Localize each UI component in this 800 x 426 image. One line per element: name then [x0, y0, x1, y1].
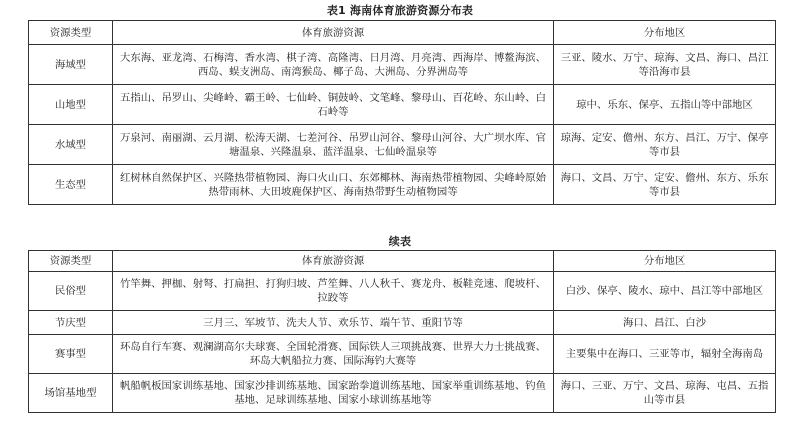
cell-type: 水域型 — [29, 125, 113, 165]
cell-type: 赛事型 — [29, 335, 113, 374]
cell-type: 场馆基地型 — [29, 374, 113, 413]
table-row — [29, 45, 776, 85]
cell-regions: 主要集中在海口、三亚等市，辐射全海南岛 — [554, 335, 776, 374]
cell-resources: 大东海、亚龙湾、石梅湾、香水湾、棋子湾、高隆湾、日月湾、月亮湾、西海岸、博鳌海滨、西岛、蜈支洲岛、南湾猴岛、椰子岛、大洲岛、分界洲岛等 — [113, 45, 554, 85]
resource-distribution-table-continued — [28, 250, 776, 413]
cell-type: 海域型 — [29, 45, 113, 85]
cell-resources: 竹竿舞、押枷、射弩、打扁担、打狗归坡、芦笙舞、八人秋千、赛龙舟、板鞋竞速、爬坡杆、拉跤等 — [113, 272, 554, 311]
cell-regions: 海口、三亚、万宁、文昌、琼海、屯昌、五指山等市县 — [554, 374, 776, 413]
cell-resources: 三月三、军坡节、洗夫人节、欢乐节、端午节、重阳节等 — [113, 311, 554, 335]
cell-type: 节庆型 — [29, 311, 113, 335]
cell-regions: 三亚、陵水、万宁、琼海、文昌、海口、昌江等沿海市县 — [554, 45, 776, 85]
header-type: 资源类型 — [29, 251, 113, 272]
table-row — [29, 272, 776, 311]
cell-regions: 琼海、定安、儋州、东方、昌江、万宁、保亭等市县 — [554, 125, 776, 165]
table-row — [29, 374, 776, 413]
table2-caption: 续表 — [388, 235, 412, 248]
cell-regions: 白沙、保亭、陵水、琼中、昌江等中部地区 — [554, 272, 776, 311]
cell-type: 山地型 — [29, 85, 113, 125]
cell-regions: 海口、文昌、万宁、定安、儋州、东方、乐东等市县 — [554, 165, 776, 205]
table-row — [29, 125, 776, 165]
table-row — [29, 335, 776, 374]
header-resources: 体育旅游资源 — [113, 251, 554, 272]
header-type: 资源类型 — [29, 21, 113, 45]
header-regions: 分布地区 — [554, 251, 776, 272]
cell-resources: 万泉河、南丽湖、云月湖、松涛天湖、七差河谷、吊罗山河谷、黎母山河谷、大广坝水库、官塘温泉、兴隆温泉、蓝洋温泉、七仙岭温泉等 — [113, 125, 554, 165]
table1-caption: 表1 海南体育旅游资源分布表 — [326, 4, 474, 17]
cell-resources: 环岛自行车赛、观澜湖高尔夫球赛、全国轮滑赛、国际铁人三项挑战赛、世界大力士挑战赛、环岛大帆船拉力赛、国际海钓大赛等 — [113, 335, 554, 374]
table-row — [29, 165, 776, 205]
cell-resources: 帆船帆板国家训练基地、国家沙排训练基地、国家跆拳道训练基地、国家举重训练基地、钓鱼基地、足球训练基地、国家小球训练基地等 — [113, 374, 554, 413]
cell-type: 生态型 — [29, 165, 113, 205]
cell-regions: 海口、昌江、白沙 — [554, 311, 776, 335]
header-resources: 体育旅游资源 — [113, 21, 554, 45]
cell-type: 民俗型 — [29, 272, 113, 311]
table-row — [29, 85, 776, 125]
cell-resources: 红树林自然保护区、兴隆热带植物园、海口火山口、东郊椰林、海南热带植物园、尖峰岭原始热带雨林、大田坡鹿保护区、海南热带野生动植物园等 — [113, 165, 554, 205]
table-header-row — [29, 251, 776, 272]
table-row — [29, 311, 776, 335]
header-regions: 分布地区 — [554, 21, 776, 45]
cell-regions: 琼中、乐东、保亭、五指山等中部地区 — [554, 85, 776, 125]
resource-distribution-table — [28, 20, 776, 205]
table-header-row — [29, 21, 776, 45]
cell-resources: 五指山、吊罗山、尖峰岭、霸王岭、七仙岭、铜鼓岭、文笔峰、黎母山、百花岭、东山岭、白石岭等 — [113, 85, 554, 125]
